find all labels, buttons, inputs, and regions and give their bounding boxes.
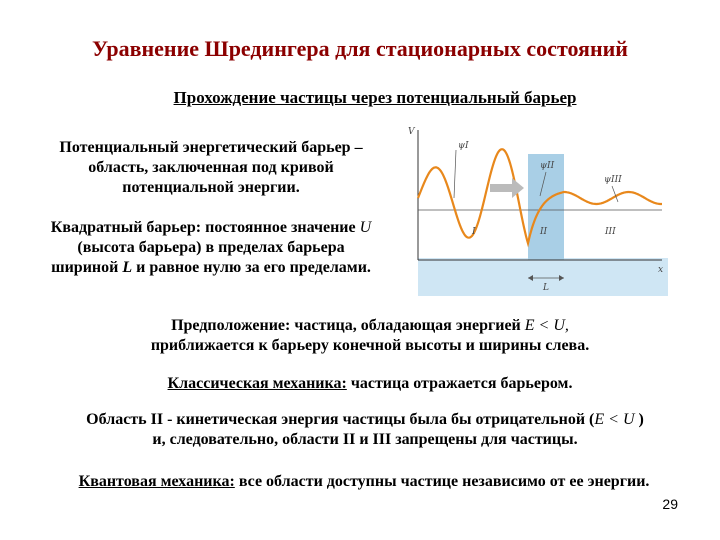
definition-line-3: потенциальной энергии.	[122, 179, 300, 196]
quantum-text	[14, 472, 714, 492]
square-barrier-text	[22, 218, 400, 278]
width-label: L	[543, 283, 549, 293]
square-barrier-line3-prefix: шириной	[51, 259, 123, 276]
psi2-label: ψII	[540, 161, 555, 171]
classical-body: частица отражается барьером.	[346, 375, 573, 392]
assumption-text	[100, 316, 640, 356]
quantum-label: Квантовая механика:	[78, 473, 235, 490]
slide-subtitle: Прохождение частицы через потенциальный барьер	[173, 88, 577, 107]
classical-label: Классическая механика:	[167, 375, 347, 392]
axis-x-label: x	[658, 265, 664, 275]
barrier-figure	[400, 118, 670, 296]
psi1-label: ψI	[458, 141, 469, 151]
symbol-E-lt-U: E < U,	[524, 317, 569, 334]
definition-line-2: область, заключенная под кривой	[88, 159, 334, 176]
slide-title: Уравнение Шредингера для стационарных состояний	[92, 36, 628, 61]
symbol-U: U	[359, 219, 372, 236]
region-1-label: I	[472, 227, 476, 237]
square-barrier-line-1	[22, 218, 400, 238]
barrier-definition	[22, 138, 400, 198]
symbol-L: L	[122, 259, 133, 276]
axis-v-label: V	[408, 127, 415, 137]
assumption-line-2: приближается к барьеру конечной высоты и ширины слева.	[150, 337, 590, 354]
classical-text	[100, 374, 640, 394]
square-barrier-line-3	[22, 258, 400, 278]
region-3-label: III	[605, 227, 616, 237]
square-barrier-line-2: (высота барьера) в пределах барьера	[77, 239, 345, 256]
quantum-body: все области доступны частице независимо от ее энергии.	[234, 473, 650, 490]
region2-text	[20, 410, 710, 450]
region2-prefix: Область II - кинетическая энергия частицы была бы отрицательной (	[86, 411, 595, 428]
assumption-prefix: Предположение: частица, обладающая энергией	[171, 317, 525, 334]
psi3-label: ψIII	[604, 175, 622, 185]
region2-line-2: и, следовательно, области II и III запрещены для частицы.	[152, 431, 578, 448]
region-2-label: II	[540, 227, 548, 237]
page-number: 29	[662, 496, 678, 512]
region2-suffix: )	[634, 411, 644, 428]
symbol-E-lt-U-2: E < U	[594, 411, 635, 428]
region2-line-1	[20, 410, 710, 430]
definition-line-1: Потенциальный энергетический барьер –	[59, 139, 363, 156]
assumption-line-1	[100, 316, 640, 336]
square-barrier-prefix: Квадратный барьер: постоянное значение	[50, 219, 360, 236]
square-barrier-line3-suffix: и равное нулю за его пределами.	[132, 259, 371, 276]
